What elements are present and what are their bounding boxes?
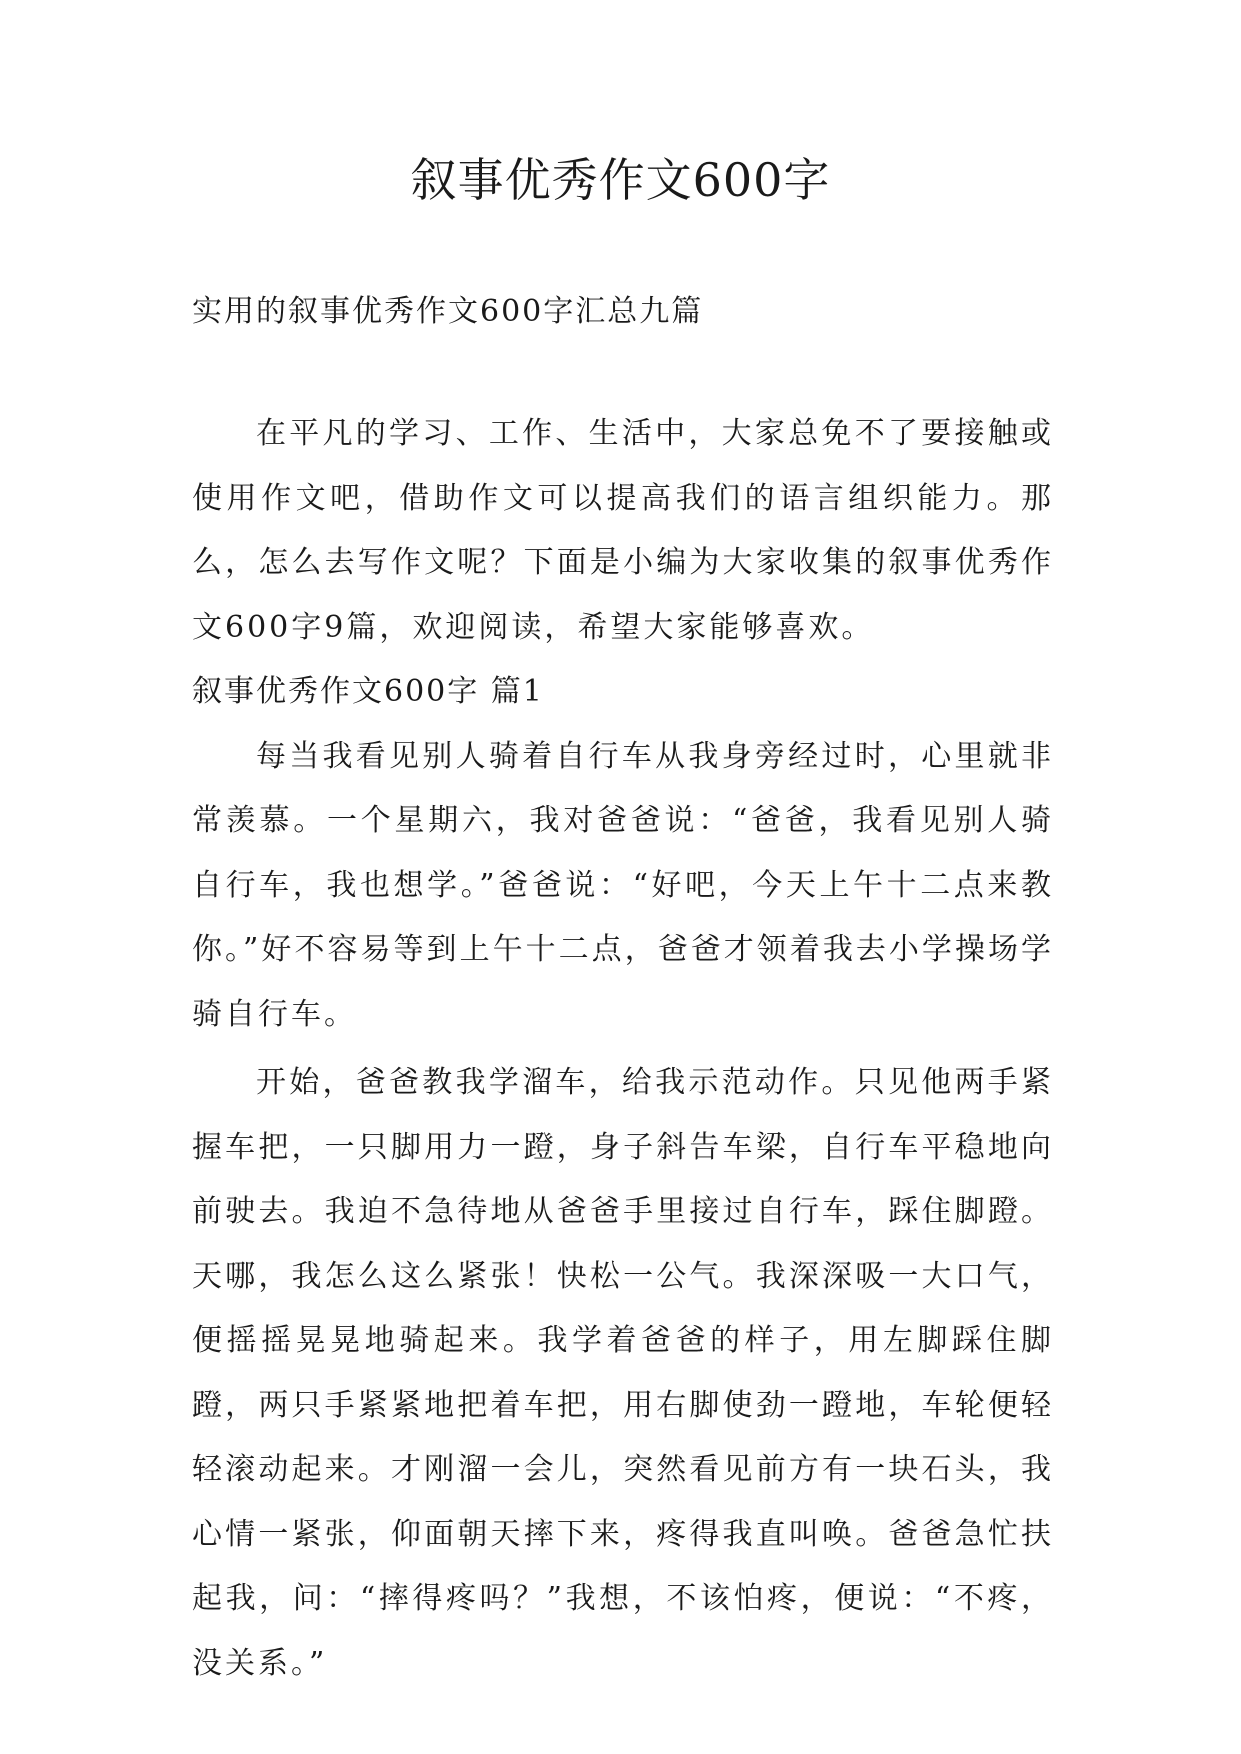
document-body <box>192 402 1054 1696</box>
intro-paragraph: 在平凡的学习、工作、生活中，大家总免不了要接触或使用作文吧，借助作文可以提高我们的语言组织能力。那么，怎么去写作文呢？下面是小编为大家收集的叙事优秀作文600字9篇，欢迎阅读，希望大家能够喜欢。 <box>192 416 1054 645</box>
section-paragraph-2: 开始，爸爸教我学溜车，给我示范动作。只见他两手紧握车把，一只脚用力一蹬，身子斜告车梁，自行车平稳地向前驶去。我迫不急待地从爸爸手里接过自行车，踩住脚蹬。天哪，我怎么这么紧张！快松一公气。我深深吸一大口气，便摇摇晃晃地骑起来。我学着爸爸的样子，用左脚踩住脚蹬，两只手紧紧地把着车把，用右脚使劲一蹬地，车轮便轻轻滚动起来。才刚溜一会儿，突然看见前方有一块石头，我心情一紧张，仰面朝天摔下来，疼得我直叫唤。爸爸急忙扶起我，问：“摔得疼吗？”我想，不该怕疼，便说：“不疼，没关系。” <box>192 1065 1054 1681</box>
document-title: 叙事优秀作文600字 <box>410 153 831 207</box>
section-heading: 叙事优秀作文600字 篇1 <box>192 674 544 709</box>
document-subtitle: 实用的叙事优秀作文600字汇总九篇 <box>192 294 704 329</box>
section-paragraph-1: 每当我看见别人骑着自行车从我身旁经过时，心里就非常羡慕。一个星期六，我对爸爸说：“爸爸，我看见别人骑自行车，我也想学。”爸爸说：“好吧，今天上午十二点来教你。”好不容易等到上午十二点，爸爸才领着我去小学操场学骑自行车。 <box>192 738 1054 1032</box>
